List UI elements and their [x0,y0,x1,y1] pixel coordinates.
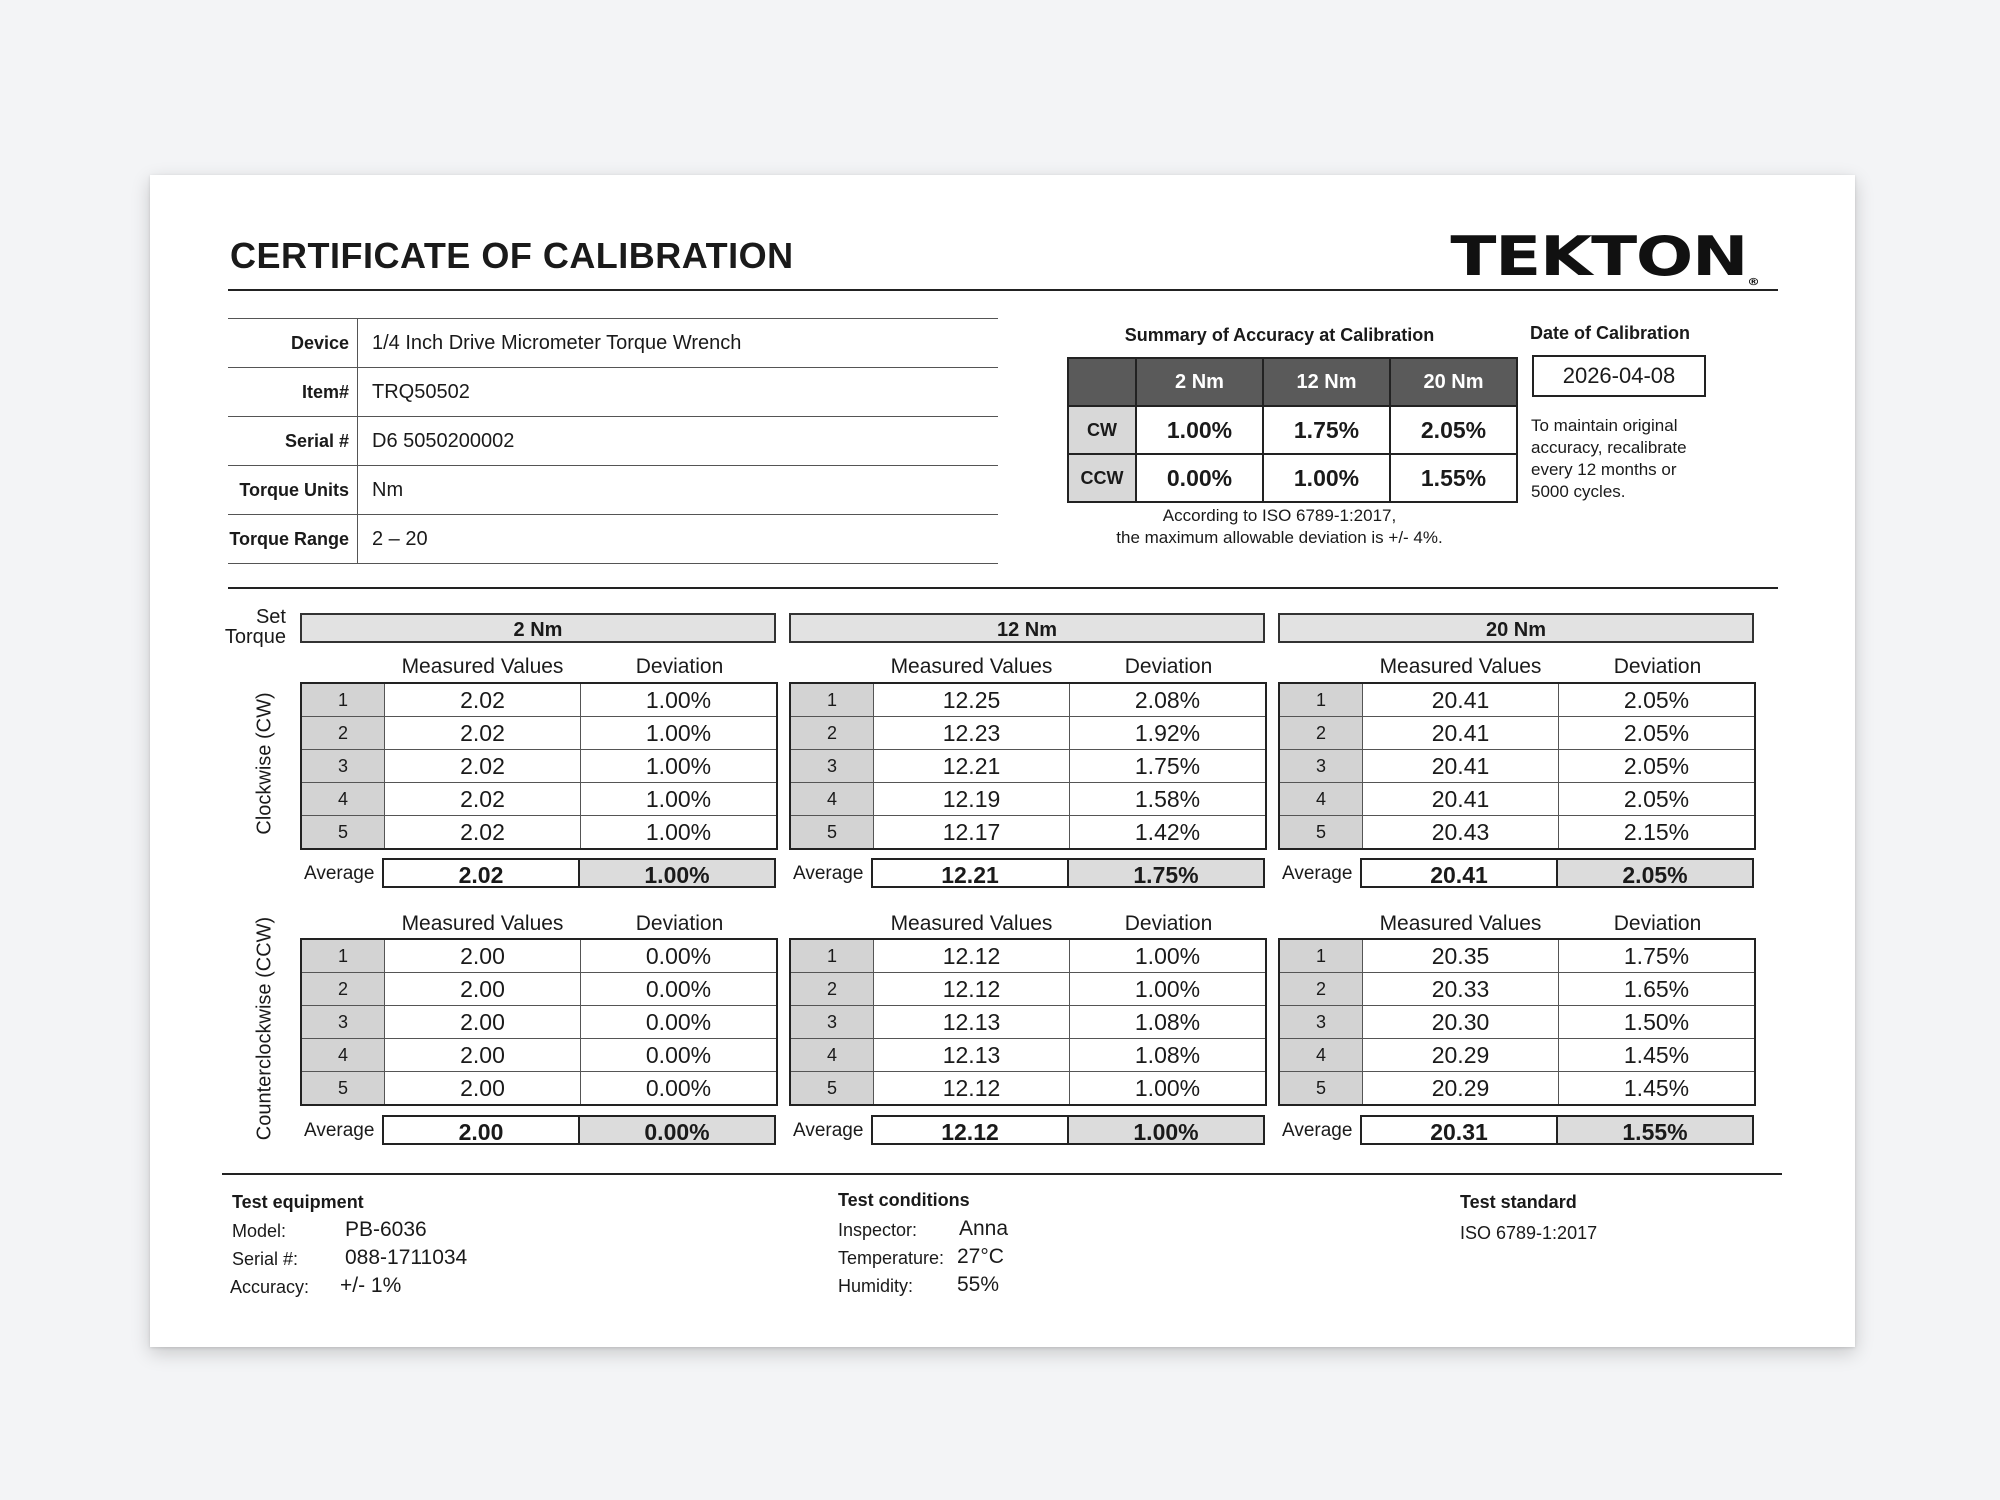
average-value: 12.12 [871,1115,1069,1145]
info-row-range: Torque Range 2 – 20 [228,515,998,564]
table-row [790,1006,1266,1039]
tekton-logo: TEKTON® [1450,225,1759,288]
reading-index: 3 [1279,1006,1363,1039]
measurement-table-ccw-20nm [1278,938,1756,1106]
reading-index: 3 [301,750,385,783]
standard-value: ISO 6789-1:2017 [1460,1223,1598,1243]
measured-value: 20.33 [1363,973,1559,1006]
table-row [790,939,1266,973]
deviation-value: 1.75% [1559,939,1756,973]
summary-col-header: 20 Nm [1390,358,1517,406]
measured-values-header: Measured Values [890,912,1053,935]
set-torque-header-2nm: 2 Nm [300,613,776,643]
info-row-units: Torque Units Nm [228,466,998,515]
measured-value: 20.41 [1363,717,1559,750]
reading-index: 4 [1279,1039,1363,1072]
standard-heading: Test standard [1460,1192,1577,1212]
table-row [301,783,777,816]
ccw-label: Counterclockwise (CCW) [253,916,276,1141]
deviation-value: 1.08% [1070,1039,1267,1072]
deviation-value: 0.00% [581,973,778,1006]
summary-table [1067,357,1518,503]
deviation-value: 2.15% [1559,816,1756,850]
table-row [790,973,1266,1006]
deviation-value: 1.75% [1070,750,1267,783]
table-row [301,973,777,1006]
table-row [1279,683,1755,717]
deviation-header: Deviation [1124,912,1213,935]
average-deviation: 1.55% [1556,1115,1754,1145]
deviation-header: Deviation [1613,912,1702,935]
deviation-value: 1.65% [1559,973,1756,1006]
reading-index: 1 [1279,939,1363,973]
summary-col-header: 12 Nm [1263,358,1390,406]
deviation-header: Deviation [1613,655,1702,678]
recalibration-note: To maintain original accuracy, recalibrate every 12 months or 5000 cycles. [1531,416,1687,501]
reading-index: 5 [1279,816,1363,850]
set-torque-label: Set Torque [224,606,286,648]
table-row [790,717,1266,750]
average-label: Average [1282,1120,1353,1141]
footer-rule [222,1173,1782,1175]
table-row [790,1039,1266,1072]
equipment-label: Accuracy: [230,1277,310,1297]
table-row [1279,1072,1755,1106]
average-deviation: 2.05% [1556,858,1754,888]
header-rule [228,289,1778,291]
average-label: Average [793,863,864,884]
info-row-item: Item# TRQ50502 [228,368,998,417]
measured-value: 12.12 [874,1072,1070,1106]
measured-values-header: Measured Values [1379,655,1542,678]
measured-value: 20.43 [1363,816,1559,850]
table-row [301,1039,777,1072]
reading-index: 2 [301,717,385,750]
measured-value: 2.00 [385,939,581,973]
conditions-label: Inspector: [838,1220,918,1240]
average-deviation: 1.75% [1067,858,1265,888]
measured-value: 12.12 [874,973,1070,1006]
reading-index: 4 [301,1039,385,1072]
reading-index: 1 [301,939,385,973]
measured-value: 12.23 [874,717,1070,750]
table-row [1279,717,1755,750]
measured-value: 12.17 [874,816,1070,850]
set-torque-header-20nm: 20 Nm [1278,613,1754,643]
summary-row-label: CCW [1068,454,1136,502]
summary-cell: 0.00% [1136,454,1263,502]
equipment-heading: Test equipment [232,1192,364,1212]
date-label: Date of Calibration [1530,323,1691,343]
measurement-table-cw-2nm [300,682,778,850]
measurement-table-ccw-12nm [789,938,1267,1106]
summary-corner [1068,358,1136,406]
measured-value: 2.00 [385,1072,581,1106]
table-row [790,816,1266,850]
table-row [790,783,1266,816]
deviation-value: 1.00% [581,683,778,717]
measurement-table-cw-12nm [789,682,1267,850]
deviation-value: 2.05% [1559,683,1756,717]
deviation-value: 1.50% [1559,1006,1756,1039]
measured-value: 2.02 [385,783,581,816]
measurement-table-ccw-2nm [300,938,778,1106]
reading-index: 4 [790,1039,874,1072]
certificate-title: CERTIFICATE OF CALIBRATION [230,235,794,276]
deviation-value: 0.00% [581,939,778,973]
average-label: Average [793,1120,864,1141]
average-deviation: 1.00% [1067,1115,1265,1145]
table-row [1279,750,1755,783]
average-value: 20.31 [1360,1115,1558,1145]
deviation-value: 0.00% [581,1039,778,1072]
summary-cell: 2.05% [1390,406,1517,454]
table-row [1279,783,1755,816]
device-info-table [228,318,998,564]
table-row [301,717,777,750]
measured-value: 2.00 [385,973,581,1006]
reading-index: 2 [1279,973,1363,1006]
table-row [301,683,777,717]
deviation-value: 1.42% [1070,816,1267,850]
measured-value: 2.00 [385,1039,581,1072]
deviation-value: 1.92% [1070,717,1267,750]
measured-value: 2.02 [385,750,581,783]
table-row [301,1072,777,1106]
deviation-header: Deviation [635,912,724,935]
deviation-value: 1.45% [1559,1072,1756,1106]
measured-values-header: Measured Values [401,912,564,935]
table-row [301,750,777,783]
measured-value: 2.02 [385,683,581,717]
reading-index: 1 [790,939,874,973]
measurement-table-cw-20nm [1278,682,1756,850]
average-value: 20.41 [1360,858,1558,888]
deviation-value: 1.00% [581,783,778,816]
measured-value: 12.13 [874,1006,1070,1039]
table-row [1279,973,1755,1006]
deviation-value: 1.58% [1070,783,1267,816]
table-row [790,683,1266,717]
average-value: 2.02 [382,858,580,888]
deviation-value: 1.08% [1070,1006,1267,1039]
conditions-value: 55% [957,1273,1000,1296]
measured-value: 12.21 [874,750,1070,783]
reading-index: 5 [790,1072,874,1106]
deviation-value: 0.00% [581,1006,778,1039]
deviation-value: 1.00% [1070,1072,1267,1106]
deviation-value: 1.00% [1070,939,1267,973]
measured-value: 2.02 [385,717,581,750]
set-torque-header-12nm: 12 Nm [789,613,1265,643]
summary-col-header: 2 Nm [1136,358,1263,406]
summary-cell: 1.00% [1263,454,1390,502]
section-rule [228,587,1778,589]
date-value: 2026-04-08 [1532,355,1706,397]
conditions-heading: Test conditions [838,1190,970,1210]
measured-value: 20.30 [1363,1006,1559,1039]
deviation-value: 0.00% [581,1072,778,1106]
deviation-value: 2.05% [1559,783,1756,816]
info-row-serial: Serial # D6 5050200002 [228,417,998,466]
measured-value: 20.41 [1363,783,1559,816]
reading-index: 3 [1279,750,1363,783]
deviation-value: 1.00% [1070,973,1267,1006]
reading-index: 1 [1279,683,1363,717]
summary-title: Summary of Accuracy at Calibration [1124,325,1435,345]
reading-index: 5 [790,816,874,850]
reading-index: 5 [1279,1072,1363,1106]
measured-value: 12.19 [874,783,1070,816]
table-row [790,750,1266,783]
reading-index: 2 [301,973,385,1006]
reading-index: 1 [790,683,874,717]
average-label: Average [1282,863,1353,884]
equipment-value: +/- 1% [340,1274,402,1297]
calibration-certificate [150,175,1855,1347]
summary-note: According to ISO 6789-1:2017, the maximum allowable deviation is +/- 4%. [1116,506,1443,547]
reading-index: 3 [790,1006,874,1039]
deviation-value: 2.05% [1559,750,1756,783]
deviation-value: 2.08% [1070,683,1267,717]
reading-index: 5 [301,816,385,850]
reading-index: 2 [790,973,874,1006]
measured-values-header: Measured Values [890,655,1053,678]
measured-value: 12.12 [874,939,1070,973]
table-row [1279,939,1755,973]
reading-index: 3 [790,750,874,783]
equipment-value: 088-1711034 [345,1246,468,1269]
reading-index: 5 [301,1072,385,1106]
cw-label: Clockwise (CW) [253,692,276,835]
reading-index: 4 [790,783,874,816]
deviation-header: Deviation [635,655,724,678]
table-row [1279,816,1755,850]
reading-index: 1 [301,683,385,717]
conditions-value: Anna [959,1217,1009,1240]
deviation-value: 1.00% [581,816,778,850]
measured-values-header: Measured Values [401,655,564,678]
conditions-label: Temperature: [838,1248,945,1268]
average-deviation: 0.00% [578,1115,776,1145]
average-value: 2.00 [382,1115,580,1145]
deviation-value: 1.00% [581,750,778,783]
table-row [301,939,777,973]
equipment-value: PB-6036 [345,1218,427,1241]
reading-index: 3 [301,1006,385,1039]
average-label: Average [304,1120,375,1141]
deviation-value: 1.45% [1559,1039,1756,1072]
average-label: Average [304,863,375,884]
reading-index: 2 [790,717,874,750]
summary-cell: 1.00% [1136,406,1263,454]
average-value: 12.21 [871,858,1069,888]
measured-value: 20.29 [1363,1039,1559,1072]
measured-value: 2.00 [385,1006,581,1039]
measured-value: 20.29 [1363,1072,1559,1106]
deviation-header: Deviation [1124,655,1213,678]
conditions-value: 27°C [957,1245,1004,1268]
measured-value: 20.41 [1363,750,1559,783]
deviation-value: 2.05% [1559,717,1756,750]
table-row [301,1006,777,1039]
table-row [1279,1039,1755,1072]
measured-value: 12.13 [874,1039,1070,1072]
measured-value: 20.35 [1363,939,1559,973]
measured-value: 2.02 [385,816,581,850]
conditions-label: Humidity: [838,1276,914,1296]
equipment-label: Model: [232,1221,287,1241]
reading-index: 4 [1279,783,1363,816]
summary-row-label: CW [1068,406,1136,454]
reading-index: 2 [1279,717,1363,750]
measured-value: 12.25 [874,683,1070,717]
average-deviation: 1.00% [578,858,776,888]
measured-value: 20.41 [1363,683,1559,717]
table-row [301,816,777,850]
table-row [1279,1006,1755,1039]
info-row-device: Device 1/4 Inch Drive Micrometer Torque Wrench [228,319,998,368]
table-row [790,1072,1266,1106]
measured-values-header: Measured Values [1379,912,1542,935]
summary-cell: 1.55% [1390,454,1517,502]
equipment-label: Serial #: [232,1249,299,1269]
reading-index: 4 [301,783,385,816]
summary-cell: 1.75% [1263,406,1390,454]
deviation-value: 1.00% [581,717,778,750]
